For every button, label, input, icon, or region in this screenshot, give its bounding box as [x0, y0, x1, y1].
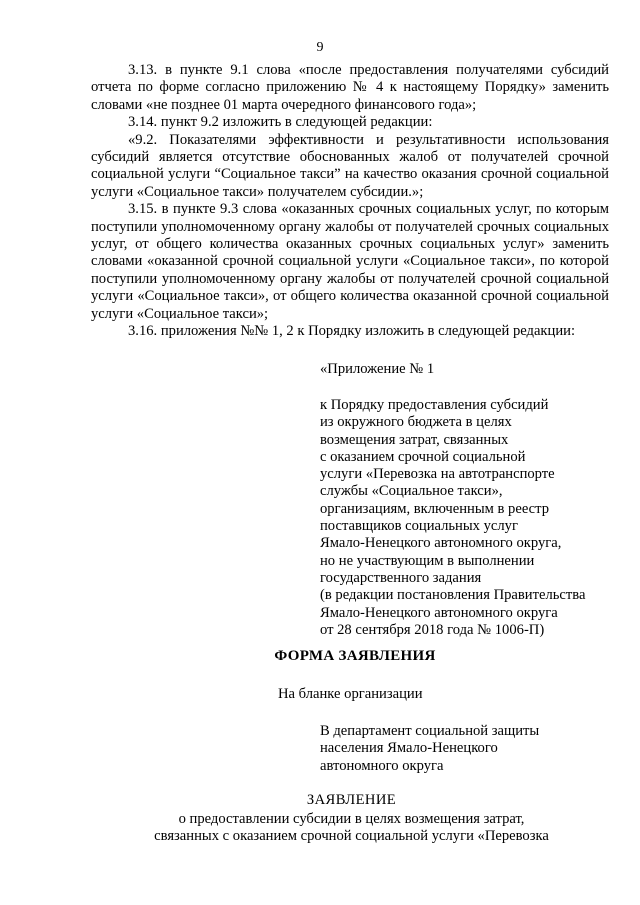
appendix-line: (в редакции постановления Правительства: [320, 587, 586, 604]
page-number: 9: [316, 40, 324, 55]
addressee-line: населения Ямало-Ненецкого: [320, 740, 498, 757]
appendix-line: организациям, включенным в реестр: [320, 500, 550, 517]
letterhead-note: На бланке организации: [278, 686, 423, 702]
appendix-reference-block: [320, 397, 620, 639]
appendix-line: с оказанием срочной социальной: [320, 448, 526, 465]
appendix-line: но не участвующим в выполнении: [320, 552, 535, 569]
statement-subtitle: [0, 811, 640, 846]
appendix-line: из окружного бюджета в целях: [320, 414, 512, 431]
appendix-line: возмещения затрат, связанных: [320, 431, 509, 448]
paragraph-3-13: 3.13. в пункте 9.1 слова «после предоставления получателями субсидий отчета по форме согласно приложению № 4 к настоящему Порядку» заменить словами «не позднее 01 марта очередного финансового года»;: [91, 62, 609, 113]
paragraph-3-14: 3.14. пункт 9.2 изложить в следующей редакции:: [128, 114, 433, 131]
addressee-line: автономного округа: [320, 757, 444, 774]
statement-line: связанных с оказанием срочной социальной услуги «Перевозка: [154, 828, 549, 845]
addressee-block: [320, 723, 539, 775]
appendix-line: от 28 сентября 2018 года № 1006-П): [320, 621, 545, 638]
appendix-line: службы «Социальное такси»,: [320, 483, 503, 500]
statement-title: ЗАЯВЛЕНИЕ: [306, 792, 397, 808]
paragraph-3-15: 3.15. в пункте 9.3 слова «оказанных срочных социальных услуг, по которым поступили уполномоченному органу жалобы от получателей срочных социальных услуг, от общего количества оказанных срочных социальных услуг» заменить словами «оказанной срочной социальной услуги «Социальное такси», по которой поступили уполномоченному органу жалобы от получателей срочной социальной услуги «Социальное такси», от общего количества оказанной срочной социальной услуги «Социальное такси»;: [91, 201, 609, 322]
appendix-line: поставщиков социальных услуг: [320, 518, 518, 535]
paragraph-9-2-quote: «9.2. Показателями эффективности и результативности использования субсидий является отсутствие обоснованных жалоб от получателей срочной социальной услуги “Социальное такси” на качество оказания срочной социальной услуги «Социальное такси» получателем субсидии.»;: [91, 131, 609, 200]
amendment-text: [91, 62, 609, 341]
appendix-title: «Приложение № 1: [320, 361, 435, 377]
statement-line: о предоставлении субсидии в целях возмещения затрат,: [178, 811, 525, 827]
form-title: ФОРМА ЗАЯВЛЕНИЯ: [274, 648, 436, 664]
appendix-line: услуги «Перевозка на автотранспорте: [320, 466, 555, 483]
appendix-line: государственного задания: [320, 569, 482, 586]
paragraph-3-16: 3.16. приложения №№ 1, 2 к Порядку изложить в следующей редакции:: [128, 323, 575, 340]
appendix-line: Ямало-Ненецкого автономного округа: [320, 604, 558, 621]
appendix-line: к Порядку предоставления субсидий: [320, 397, 549, 413]
addressee-line: В департамент социальной защиты: [320, 723, 540, 739]
appendix-line: Ямало-Ненецкого автономного округа,: [320, 535, 562, 552]
